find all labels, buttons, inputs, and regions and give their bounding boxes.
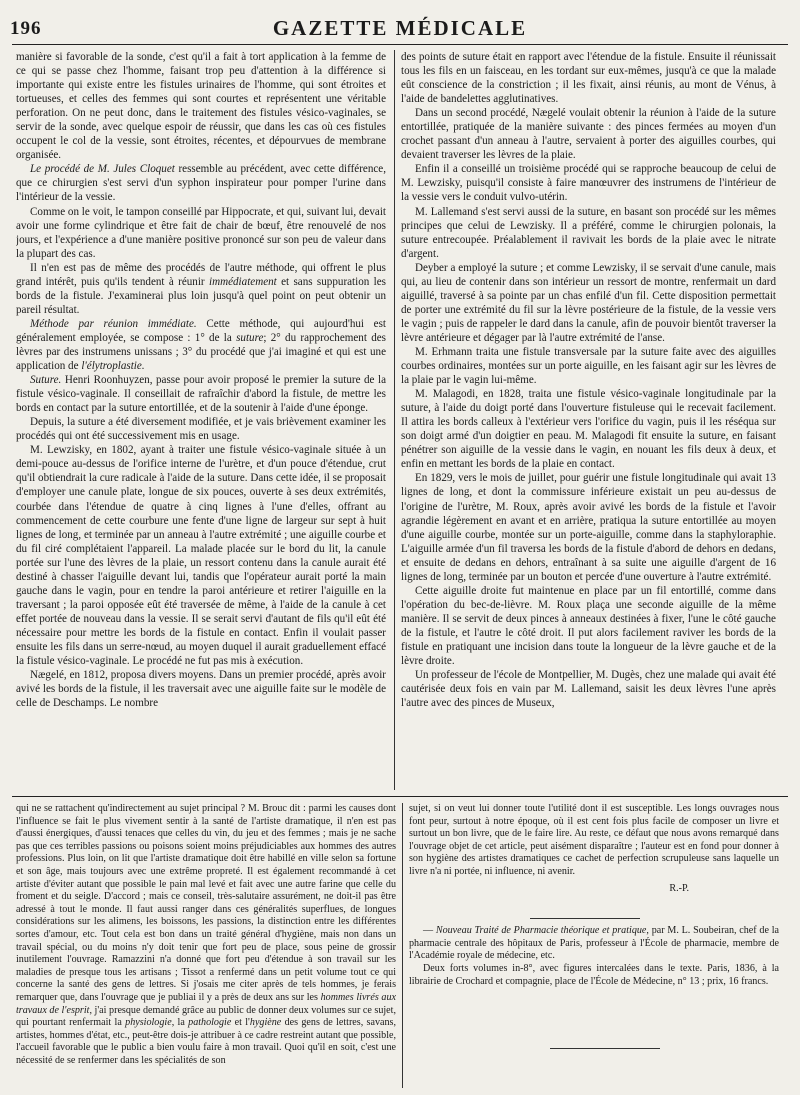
paragraph: Deyber a employé la suture ; et comme Lewzisky, il se servait d'une canule, mais qui, au lieu de contenir dans son intérieur un ressort de montre, renfermait un dard aiguillé, traversé à sa pointe par un chas enfilé d'un fil. Cette disposition permettait de porter une extrémité du fil sur la lèvre postérieure de la fistule, de la vessie vers le vagin ; puis de rappeler le dard dans la canule, afin de pouvoir bientôt traverser la lèvre antérieure et dégager par là l'autre extrémité de l'anse. [401,261,776,344]
paragraph: qui ne se rattachent qu'indirectement au sujet principal ? M. Brouc dit : parmi les causes dont l'influence se fait le plus vivement sentir à la santé de l'artiste dramatique, il n'en est pas d'aussi énergiques, d'aussi tenaces que celles du vin, du jeu et des femmes ; mais je ne sache pas que ces terribles passions ou poisons soient moins préjudiciables aux hommes des autres professions. Plus loin, on lit que l'artiste dramatique doit être habillé en ville selon sa fortune et son âge, mais toujours avec une extrême propreté. Il est également recommandé à cet artiste d'éviter autant que possible le pain mal levé et fait avec une autre farine que celle du froment et du seigle. D'accord ; mais ce conseil, très-salutaire assurément, ne doit-il pas être adressé à tout le monde. Il faut aussi ranger dans ces généralités superflues, de longues considérations sur les alimens, les boissons, les passions, la distinction entre les différentes sortes d'amour, etc. Tout cela est bon dans un traité général d'hygiène, mais non dans un travail spécial, ou du moins n'y doit tenir que fort peu de place, sous peine de grossir inutilement l'ouvrage. Ramazzini n'a donné que fort peu d'étendue à son travail sur les maladies de presque tous les artisans ; Tissot a renfermé dans un petit volume tout ce qui concerne la santé des gens de lettres. Si j'osais me citer après de tels hommes, je ferais remarquer que, dans l'ouvrage que je publiai il y a près de deux ans sur les hommes livrés aux travaux de l'esprit, j'ai presque demandé grâce au public de donner deux volumes sur ce sujet, qui pourtant renfermait la physiologie, la pathologie et l'hygiène des gens de lettres, savans, artistes, hommes d'état, etc., peut-être dois-je attribuer à ce cadre restreint autant que possible, l'accueil favorable que le public a bien voulu faire à mon travail. Quoi qu'il en soit, c'est une nécessité de se renfermer dans les spécialités de son [16,803,396,1066]
paragraph: Méthode par réunion immédiate. Cette méthode, qui aujourd'hui est généralement employée, se compose : 1° de la suture; 2° du rapprochement des lèvres par des instrumens unissans ; 3° du procédé que j'ai imaginé et qui est une application de l'élytroplastie. [16,317,386,373]
book-details: Deux forts volumes in-8°, avec figures intercalées dans le texte. Paris, 1836, à la librairie de Crochard et compagnie, place de l'École de Médecine, n° 13 ; prix, 16 francs. [409,962,779,987]
paragraph: Suture. Henri Roonhuyzen, passe pour avoir proposé le premier la suture de la fistule vésico-vaginale. Il conseillait de rafraîchir d'abord la fistule, de mettre les bords en contact par la suture entortillée, et de la soutenir à l'aide d'une éponge. [16,374,386,415]
end-rule [550,1048,660,1049]
paragraph: Nægelé, en 1812, proposa divers moyens. Dans un premier procédé, après avoir avivé les bords de la fistule, il les traversait avec une aiguille faite sur le modèle de celle de Deschamps. Le nombre [16,669,386,710]
paragraph: des points de suture était en rapport avec l'étendue de la fistule. Ensuite il réunissait tous les fils en un faisceau, en les tordant sur eux-mêmes, jusqu'à ce que la malade eût conscience de la constriction ; il les fixait, ainsi réunis, au mont de Vénus, à l'aide de bandelettes agglutinatives. [401,51,776,106]
author-signature: R.-P. [669,882,689,894]
paragraph: sujet, si on veut lui donner toute l'utilité dont il est susceptible. Les longs ouvrages nous font peur, surtout à notre époque, où il est cent fois plus facile de composer un livre et surtout un bon livre, que de le faire lire. Au reste, ce défaut que nous avons remarqué dans l'ouvrage objet de cet article, peut aisément disparaître ; l'auteur est en fond pour donner à son hygiène des artistes dramatiques ce cachet de perfection scrupuleuse sans laquelle un livre n'a ni portée, ni influence, ni avenir. [409,803,779,877]
paragraph: M. Lallemand s'est servi aussi de la suture, en basant son procédé sur les mêmes principes que celui de Lewzisky. Il a préféré, comme le chirurgien polonais, la suture entrecoupée. Préalablement il ravivait les bords de la plaie avec le nitrate d'argent. [401,205,776,260]
paragraph: Un professeur de l'école de Montpellier, M. Dugès, chez une malade qui avait été cautérisée deux fois en vain par M. Lallemand, saisit les deux lèvres l'une après l'autre avec des pinces de Museux, [401,669,776,710]
paragraph: Le procédé de M. Jules Cloquet ressemble au précédent, avec cette différence, que ce chirurgien s'est servi d'un syphon inspirateur pour pomper l'urine dans l'intérieur de la vessie. [16,163,386,204]
book-review: — Nouveau Traité de Pharmacie théorique et pratique, par M. L. Soubeiran, chef de la pharmacie centrale des hôpitaux de Paris, professeur à l'École de pharmacie, membre de l'Académie royale de médecine, etc. [409,925,779,962]
column-divider [394,50,395,790]
paragraph: manière si favorable de la sonde, c'est qu'il a fait à tort application à la femme de ce qui se passe chez l'homme, faisant trop peu d'attention à la différence si importante qui existe entre les fistules urinaires de l'homme, qui sont étroites et tortueuses, et celles des femmes qui sont courtes et représentent une véritable perforation. On ne peut donc, dans le traitement des fistules vésico-vaginales, se servir de la sonde, avec quelque espoir de réussir, que dans les cas où ces fistules occupent le col de la vessie, sont étroites, récentes, et dépourvues de membrane organisée. [16,51,386,162]
paragraph: Cette aiguille droite fut maintenue en place par un fil entortillé, comme dans l'opération du bec-de-lièvre. M. Roux plaça une seconde aiguille de la même manière. Il se servit de deux pinces à anneaux destinées à fixer, l'une le côté gauche de la fistule, et l'autre le côté droit. Il put alors facilement raviver les bords de la fistule en pratiquant une incision dans toute la longueur de la lèvre gauche et de la lèvre droite. [401,584,776,668]
separator-rule [530,918,640,919]
feuilleton-divider [402,803,403,1088]
paragraph: M. Lewzisky, en 1802, ayant à traiter une fistule vésico-vaginale située à un demi-pouce au-dessus de l'orifice interne de l'urètre, et d'un pouce d'étendue, crut qu'il obtiendrait la cure radicale à l'aide de la suture. Dans cette idée, il se proposait d'employer une canule plate, longue de six pouces, ouverte à ses deux extrémités, courbée dans l'étendue de quatre à cinq lignes à l'une d'elles, offrant au commencement de cette courbure une fente d'une ligne de largeur sur sept à huit lignes de long, et terminée par un anneau à l'autre extrémité ; une aiguille courbe et du fil ciré complétaient l'appareil. La malade placée sur le bord du lit, la canule portée sur l'une des lèvres de la plaie, un ressort contenu dans la canule aurait été destiné à chasser l'aiguille devant lui, tandis que l'opérateur aurait porté la main gauche dans le vagin, pour en tendre la paroi antérieure et retirer l'aiguille en la traversant ; la paroi opposée eût été traversée de même, à l'aide de la canule à cet effet portée de nouveau dans la vessie. Il se serait servi d'autant de fils qu'il eût été nécessaire pour mettre les bords de la fistule en contact. Enfin il voulait passer ensuite les fils dans un serre-nœud, au moyen duquel il aurait graduellement effacé la fistule vésico-vaginale. Le procédé ne fut pas mis à exécution. [16,444,386,668]
feuilleton-rule [12,796,788,797]
paragraph: M. Erhmann traita une fistule transversale par la suture faite avec des aiguilles courbes ordinaires, montées sur un porte aiguille, en les faisant agir sur les lèvres de la plaie par le vagin lui-même. [401,345,776,387]
paragraph: Depuis, la suture a été diversement modifiée, et je vais brièvement examiner les procédés qui ont été successivement mis en usage. [16,416,386,443]
left-column [16,50,386,790]
paragraph: Enfin il a conseillé un troisième procédé qui se rapproche beaucoup de celui de M. Lewzisky, puisqu'il consiste à faire manœuvrer des instrumens de l'intérieur de la vessie vers le conduit vulvo-utérin. [401,163,776,204]
header-rule [12,44,788,45]
paragraph: M. Malagodi, en 1828, traita une fistule vésico-vaginale longitudinale par la suture, à l'aide du doigt porté dans l'ouverture fistuleuse qui le recevait facilement. Il attira les bords calleux à l'extérieur vers l'orifice du vagin, puis il les réséqua sur son doigt armé d'un doigtier en peau. M. Malagodi fit ensuite la suture, en faisant pénétrer son aiguille de la vessie dans le vagin, en nouant les fils deux à deux, et enfin en mettant les bords de la plaie en contact. [401,388,776,471]
paragraph: En 1829, vers le mois de juillet, pour guérir une fistule longitudinale qui avait 13 lignes de long, et dont la commissure inférieure existait un peu au-dessus de l'origine de l'urètre, M. Roux, après avoir avivé les bords de la fistule et l'avoir agrandie légèrement en avant et en arrière, pratiqua la suture entortillée au moyen d'une aiguille courbe, montée sur un porte-aiguille, comme dans la staphyloraphie. L'aiguille armée d'un fil traversa les bords de la fistule d'abord de dehors en dedans, et ensuite de dedans en dehors, entraînant à sa suite une aiguille d'argent de 16 lignes de long, terminée par un bouton et percée d'une ouverture à l'autre extrémité. [401,472,776,583]
right-column [401,50,776,790]
feuilleton-left [16,803,396,1088]
page-number: 196 [10,18,42,39]
feuilleton-right [409,803,779,1088]
paragraph: Comme on le voit, le tampon conseillé par Hippocrate, et qui, suivant lui, devait avoir une forme cylindrique et être fait de chair de bœuf, être renouvelé de nos jours, et l'expérience a d'une manière positive prononcé sur son peu de valeur dans la plupart des cas. [16,205,386,260]
paragraph: Dans un second procédé, Nægelé voulait obtenir la réunion à l'aide de la suture entortillée, pratiquée de la manière suivante : des pinces fermées au moyen d'un crochet passant d'un anneau à l'autre, servaient à porter des aiguilles courbes, qui devaient traverser les lèvres de la plaie. [401,107,776,162]
journal-title: GAZETTE MÉDICALE [272,16,528,40]
paragraph: Il n'en est pas de même des procédés de l'autre méthode, qui offrent le plus grand intérêt, puis qu'ils tendent à réunir immédiatement et sans suppuration les bords de la fistule. J'examinerai plus loin jusqu'à quel point on peut obtenir un pareil résultat. [16,261,386,316]
